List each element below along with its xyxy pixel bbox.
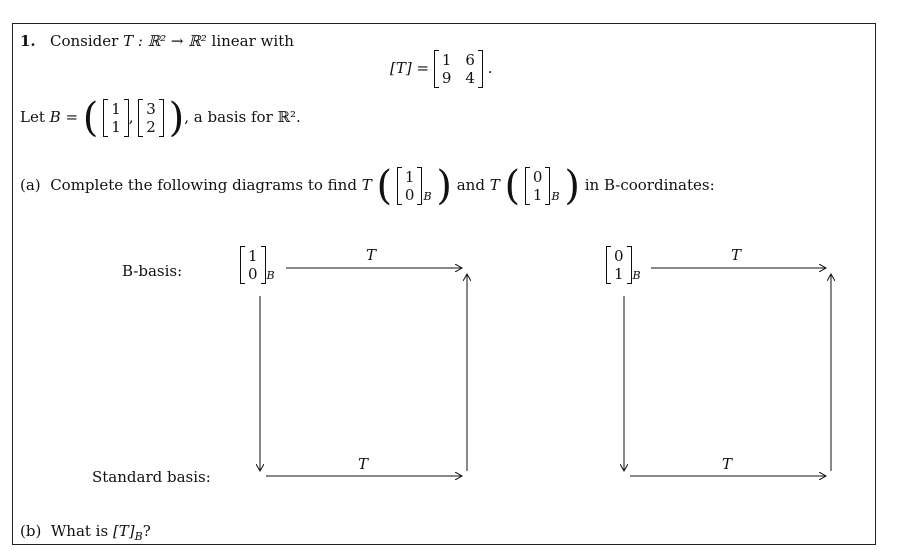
vector-entry: 0: [532, 168, 543, 186]
matrix-cell: 9: [441, 69, 452, 87]
part-a-label: (a): [20, 176, 41, 194]
intro-text: Consider: [49, 32, 119, 50]
subscript-B: B: [632, 269, 641, 282]
matrix-cell: 4: [465, 69, 475, 87]
row-label-b-basis: B-basis:: [122, 262, 183, 280]
basis-line: Let B = ( 1 1 , 3 2 ), a basis for ℝ².: [20, 95, 301, 141]
matrix-cell: 6: [465, 51, 475, 69]
vector-entry: 3: [146, 100, 156, 118]
vector-entry: 1: [614, 265, 624, 283]
row-label-standard-basis: Standard basis:: [92, 468, 211, 486]
vector-entry: 0: [614, 247, 624, 265]
part-b-label: (b): [20, 522, 42, 540]
vector-entry: 1: [111, 100, 121, 118]
in-text: in: [584, 176, 600, 194]
basis-tail: , a basis for ℝ².: [184, 108, 301, 126]
map-signature: T : ℝ² → ℝ²: [123, 32, 207, 50]
and-text: and: [456, 176, 485, 194]
vector-entry: 1: [248, 247, 258, 265]
b-coordinates-text: B-coordinates:: [603, 176, 715, 194]
left-top-arrow-label: T: [366, 246, 377, 264]
linear-text: linear with: [211, 32, 294, 50]
part-a-line: (a) Complete the following diagrams to find T ( 1 0 $_B$ ) and T ( 0 1 $_B$ ) in B-coordinates:: [20, 163, 715, 209]
subscript-B: B: [423, 190, 432, 203]
part-a-text: Complete the following diagrams to find: [50, 176, 357, 194]
right-bottom-arrow-label: T: [722, 455, 733, 473]
basis-comma: ,: [128, 108, 134, 126]
vector-entry: 2: [146, 118, 156, 136]
left-bottom-arrow-label: T: [358, 455, 369, 473]
question-mark: ?: [142, 522, 151, 540]
matrix-lhs: [T] =: [390, 59, 430, 77]
subscript-B: B: [551, 190, 560, 203]
problem-number: 1.: [20, 32, 36, 50]
let-text: Let: [20, 108, 45, 126]
matrix-cell: 1: [441, 51, 452, 69]
part-b-text: What is: [50, 522, 109, 540]
vector-entry: 1: [532, 186, 543, 204]
vector-entry: 1: [404, 168, 415, 186]
subscript-B: B: [266, 269, 275, 282]
tb-symbol: [T]: [112, 522, 135, 540]
part-b-line: [20, 522, 151, 542]
subscript-B: B: [134, 530, 143, 543]
right-top-arrow-label: T: [731, 246, 742, 264]
vector-entry: 1: [111, 118, 121, 136]
vector-entry: 0: [248, 265, 258, 283]
vector-entry: 0: [404, 186, 415, 204]
map-T: T: [489, 176, 500, 194]
basis-name: B =: [49, 108, 79, 126]
map-T: T: [361, 176, 372, 194]
matrix-period: .: [487, 59, 493, 77]
